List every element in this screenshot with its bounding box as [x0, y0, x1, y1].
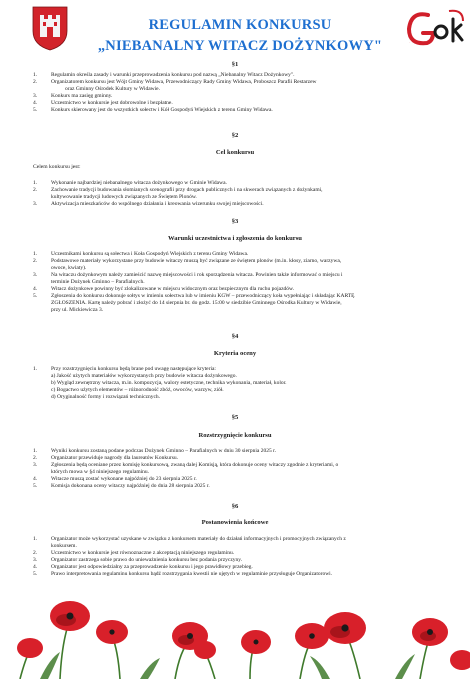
section-2-heading: §2 [231, 132, 239, 139]
list-item: 2. Organizator przewiduje nagrody dla laureatów Konkursu. [33, 455, 178, 462]
section-4-title: Kryteria oceny [213, 350, 257, 357]
list-item: 3. Zgłoszenia będą oceniane przez komisję konkursową, zwaną dalej Komisją, która dokonuje oceny witaczy zgodnie z kryteriami, o których mowa w §4 niniejszego regulaminu. [33, 462, 339, 476]
section-2-list [33, 180, 441, 208]
list-item: 5. Konkurs skierowany jest do wszystkich sołectw i Kół Gospodyń Wiejskich z terenu Gminy Widawa. [33, 107, 273, 114]
list-item: 4. Witacz dożynkowe powinny być zlokalizowane w miejscu widocznym oraz bezpiecznym dla ruchu pojazdów. [33, 286, 295, 293]
list-item: 3. Na witaczu dożynkowym należy zamieścić nazwę miejscowości i rok sporządzenia witacza. Powinien także informować o miejscu i terminie Dożynek Gminno – Parafialnych. [33, 272, 343, 286]
list-item: 2. Uczestnictwo w konkursie jest równoznaczne z akceptacją niniejszego regulaminu. [33, 550, 235, 557]
list-item: 1. Wykonanie najbardziej niebanalnego witacza dożynkowego w Gminie Widawa. [33, 180, 227, 186]
section-1-heading: §1 [231, 61, 239, 68]
list-item: 3. Organizator zastrzega sobie prawo do unieważnienia konkursu bez podania przyczyny. [33, 557, 243, 564]
list-item: 2. Organizatorem konkursu jest Wójt Gminy Widawa, Przewodniczący Rady Gminy Widawa, Proboszcz Parafii Restarzew oraz Gminny Ośrodek Kultury w Widawie. [33, 79, 317, 93]
list-item: 4. Organizator jest odpowiedzialny za przeprowadzenie konkursu i jego prawidłowy przebieg. [33, 564, 253, 571]
document-title-line1: REGULAMIN KONKURSU [148, 17, 332, 33]
section-4-list [33, 366, 441, 401]
list-item: 5. Prawo interpretowania regulaminu konkursu bądź rozstrzygania kwestii nie ujętych w regulaminie przysługuje Organizatorowi. [33, 571, 333, 578]
list-item: 2. Zachowanie tradycji budowania słomianych scenografii przy drogach publicznych i na skwerach związanych z dożynkami, kultywowanie tradycji ludowych związanych ze Świętem Plonów. [33, 187, 323, 201]
list-item: 5. Zgłoszenia do konkursu dokonuje sołtys w imieniu sołectwa lub w imieniu KGW – przewodniczący koła wypełniając i składając KARTĘ ZGŁOSZENIA. Kartę należy pobrać i złożyć do 14 sierpnia br. do godz. 15:00 w siedzibie Gminnego Ośrodka Kultury w Widawie, przy ul. Mickiewicza 3. [33, 293, 355, 314]
list-item: 1. Regulamin określa zasady i warunki przeprowadzenia konkursu pod nazwą „Niebanalny Witacz Dożynkowy". [33, 72, 295, 78]
section-4-heading: §4 [231, 333, 239, 340]
section-2-title: Cel konkursu [215, 149, 255, 156]
logo-letter-o: o [441, 32, 442, 33]
document-title-line2: „NIEBANALNY WITACZ DOŻYNKOWY" [97, 38, 383, 54]
section-5-list [33, 448, 441, 490]
list-item: 2. Podstawowe materiały wykorzystane przy budowie witaczy muszą być związane ze świętem plonów (m.in. kłosy, ziarno, warzywa, owoce, kwiaty). [33, 258, 342, 272]
red-poppies-decoration [0, 540, 470, 679]
section-6-heading: §6 [231, 503, 239, 510]
section-2-intro: Celem konkursu jest: [33, 164, 81, 170]
section-5-title: Rozstrzygnięcie konkursu [198, 432, 272, 439]
logo-letter-k: k [455, 41, 456, 42]
list-item: 3. Konkurs ma zasięg gminny. [33, 93, 113, 100]
list-item: 1. Wyniki konkursu zostaną podane podczas Dożynek Gminno – Parafialnych w dniu 30 sierpnia 2025 r. [33, 448, 276, 454]
logo-letter-g: G [409, 43, 410, 44]
section-6-title: Postanowienia końcowe [201, 519, 269, 526]
section-1-list [33, 72, 441, 114]
gok-logo-icon [403, 7, 465, 51]
section-3-list [33, 251, 441, 314]
section-3-heading: §3 [231, 218, 239, 225]
list-item: 1. Przy rozstrzygnięciu konkursu będą brane pod uwagę następujące kryteria: a) Jakość użytych materiałów wykorzystanych przy budowie witacza dożynkowego. b) Wygląd zewnętrzny witacza, m.in. kompozycja, walory estetyczne, technika wykonania, materiał, kolor. c) Bogactwo użytych elementów – różnorodność zbóż, owoców, warzyw, ziół. d) Oryginalność formy i rozwiązań technicznych. [33, 366, 287, 401]
list-item: 4. Witacze muszą zostać wykonane najpóźniej do 23 sierpnia 2025 r. [33, 476, 197, 483]
section-5-heading: §5 [231, 414, 239, 421]
list-item: 3. Aktywizacja mieszkańców do wspólnego działania i kreowania wizerunku swojej miejscowości. [33, 201, 264, 208]
list-item: 4. Uczestnictwo w konkursie jest dobrowolne i bezpłatne. [33, 100, 173, 107]
section-3-title: Warunki uczestnictwa i zgłoszenia do konkursu [168, 235, 302, 242]
list-item: 1. Uczestnikami konkursu są sołectwa i Koła Gospodyń Wiejskich z terenu Gminy Widawa. [33, 251, 249, 257]
list-item: 1. Organizator może wykorzystać uzyskane w związku z konkursem materiały do działań informacyjnych i promocyjnych związanych z konkursem. [33, 536, 346, 550]
list-item: 5. Komisja dokonana oceny witaczy najpóźniej do dnia 28 sierpnia 2025 r. [33, 483, 210, 490]
tower-crest-icon [31, 5, 69, 51]
